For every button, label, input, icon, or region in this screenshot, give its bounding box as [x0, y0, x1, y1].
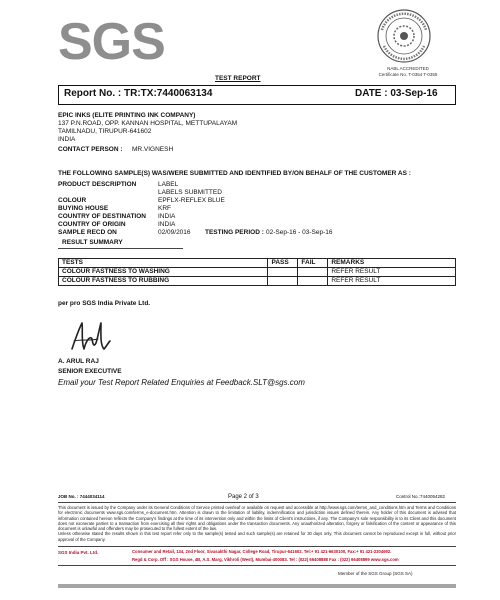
client-address-line: INDIA: [58, 136, 76, 143]
pass-cell: [268, 268, 298, 277]
contact-name: MR.VIGNESH: [132, 146, 174, 153]
footer-divider: [58, 502, 456, 503]
signatory-name: A. ARUL RAJ: [58, 358, 99, 365]
testing-period: 02-Sep-16 - 03-Sep-16: [266, 229, 333, 236]
sample-intro: THE FOLLOWING SAMPLE(S) WAS/WERE SUBMITTED AND IDENTIFIED BY/ON BEHALF OF THE CUSTOMER AS :: [58, 170, 411, 177]
job-number: JOB No. : 7444034114: [58, 494, 105, 499]
field-label: SAMPLE RECD ON: [58, 229, 117, 236]
result-summary-table: [58, 258, 456, 286]
accreditation-note: NABL ACCREDITED Certificate No. T-0354 T-0355: [378, 66, 438, 77]
column-header: FAIL: [298, 259, 328, 268]
field-label: BUYING HOUSE: [58, 205, 109, 212]
per-pro-line: per pro SGS India Private Ltd.: [58, 300, 151, 307]
client-name: EPIC INKS (ELITE PRINTING INK COMPANY): [58, 112, 196, 119]
control-number: Control No.:7440054282: [396, 494, 446, 499]
column-header: TESTS: [59, 259, 268, 268]
member-note: Member of the SGS Group (SGS SA): [338, 571, 413, 576]
signatory-title: SENIOR EXECUTIVE: [58, 368, 122, 375]
field-label: PRODUCT DESCRIPTION: [58, 181, 137, 188]
contact-label: CONTACT PERSON :: [58, 146, 123, 153]
field-value: LABELS SUBMITTED: [158, 189, 222, 196]
field-value: INDIA: [158, 221, 176, 228]
fail-cell: [298, 268, 328, 277]
field-value: LABEL: [158, 181, 179, 188]
footer-address: Regd & Corp. Off : SGS House, 4B, A.S. Marg, Vikhroli (West), Mumbai-400083. Tel : (022) 66408888 Fax : (022) 66408899 www.sgs.com: [132, 557, 399, 562]
client-address-line: 137 P.N.ROAD, OPP. KANNAN HOSPITAL, METTUPALAYAM: [58, 120, 238, 127]
document-title: TEST REPORT: [215, 75, 261, 82]
footer-band: [58, 584, 456, 588]
fail-cell: [298, 277, 328, 286]
field-label: COLOUR: [58, 197, 87, 204]
report-date: DATE : 03-Sep-16: [355, 88, 438, 99]
client-address-line: TAMILNADU, TIRUPUR-641602: [58, 128, 152, 135]
field-value: KRF: [158, 205, 171, 212]
remarks-cell: REFER RESULT: [328, 268, 456, 277]
field-label: COUNTRY OF DESTINATION: [58, 213, 146, 220]
table-row: [59, 268, 456, 277]
enquiry-line: Email your Test Report Related Enquiries at Feedback.SLT@sgs.com: [58, 378, 305, 387]
field-label: COUNTRY OF ORIGIN: [58, 221, 126, 228]
page-number: Page 2 of 3: [228, 494, 259, 500]
result-summary-heading: RESULT SUMMARY: [62, 239, 123, 246]
testing-period-label: TESTING PERIOD :: [205, 229, 264, 236]
column-header: PASS: [268, 259, 298, 268]
report-number: Report No. : TR:TX:7440063134: [64, 88, 213, 99]
test-name: COLOUR FASTNESS TO RUBBING: [59, 277, 268, 286]
footer-divider: [58, 565, 456, 566]
remarks-cell: REFER RESULT: [328, 277, 456, 286]
footer-company: SGS India Pvt. Ltd.: [58, 550, 99, 555]
pass-cell: [268, 277, 298, 286]
test-name: COLOUR FASTNESS TO WASHING: [59, 268, 268, 277]
sgs-logo: SGS: [58, 13, 165, 71]
footer-address: Consumer and Retail, 134, 2nd Floor, Sivasakthi Nagar, College Road, Tirupur-641602. Tel:+ 91 421-6630100, Fax:+ 91 421-2204692.: [132, 549, 392, 554]
field-value: INDIA: [158, 213, 176, 220]
footer-divider: [58, 546, 456, 547]
table-header-row: [59, 259, 456, 268]
nabl-seal-icon: [376, 8, 432, 64]
field-value: EPFLX-REFLEX BLUE: [158, 197, 225, 204]
table-row: [59, 277, 456, 286]
column-header: REMARKS: [328, 259, 456, 268]
summary-divider: [58, 248, 183, 249]
field-value: 02/09/2016: [158, 229, 191, 236]
disclaimer: This document is issued by the Company under its General Conditions of Service printed overleaf or available on request and accessible at http://www.sgs.com/terms_and_conditions.htm and Terms and Conditions for electronic documents www.sgs.com/terms_e-document.htm. Attention is drawn to the limitation of liability, indemnification and jurisdiction issues defined therein. Any holder of this document is advised that information contained hereon reflects the Company's findings at the time of its intervention only and within the limits of Client's instructions, if any. The Company's sole responsibility is to its Client and this document does not exonerate parties to a transaction from exercising all their rights and obligations under the transaction documents. Any unauthorized alteration, forgery or falsification of the content or appearance of this document is unlawful and offenders may be prosecuted to the fullest extent of the law. Unless otherwise stated the results shown in this test report refer only to the sample(s) tested and such sample(s) are retained for 30 days only. This document cannot be reproduced except in full, without prior approval of the Company.: [58, 505, 456, 542]
signature: [68, 319, 112, 355]
